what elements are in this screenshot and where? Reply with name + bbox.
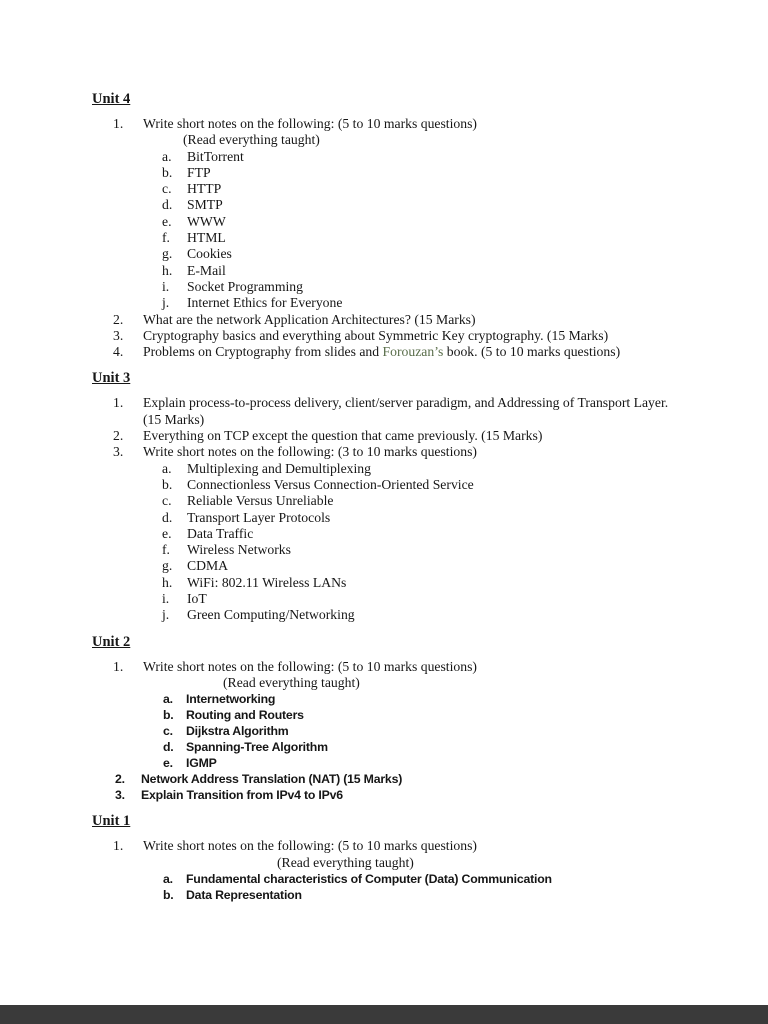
item-marker: i. [162, 591, 170, 607]
sub-list-item [92, 493, 712, 509]
unit-title: Unit 1 [92, 813, 131, 830]
item-text: Explain Transition from IPv4 to IPv6 [141, 788, 343, 803]
item-marker: c. [162, 493, 172, 509]
read-note: (Read everything taught) [277, 854, 414, 870]
sub-list-item [92, 279, 712, 295]
item-marker: b. [162, 164, 173, 180]
item-text: Write short notes on the following: (5 to 10 marks questions) [143, 658, 477, 674]
item-text: Explain process-to-process delivery, client/server paradigm, and Addressing of Transport Layer. (15 Marks) [143, 395, 669, 427]
item-text: Dijkstra Algorithm [186, 724, 289, 739]
sub-list-item [92, 165, 712, 181]
sub-list-item [92, 707, 712, 723]
item-marker: a. [163, 692, 173, 707]
sub-list-item [92, 691, 712, 707]
item-marker: a. [163, 871, 173, 886]
item-marker: d. [162, 509, 173, 525]
sub-list-item [92, 542, 712, 558]
item-marker: 2. [113, 311, 124, 327]
item-marker: g. [162, 246, 173, 262]
sub-list-item [92, 723, 712, 739]
sub-list-item [92, 181, 712, 197]
item-marker: f. [162, 542, 170, 558]
sub-list-item [92, 263, 712, 279]
list-item [92, 312, 712, 328]
item-text: IGMP [186, 756, 217, 771]
list-item [92, 328, 712, 344]
item-marker: f. [162, 230, 170, 246]
item-text: Cookies [187, 246, 232, 262]
item-marker: j. [162, 607, 170, 623]
item-text: Write short notes on the following: (3 to 10 marks questions) [143, 444, 477, 460]
item-marker: a. [162, 460, 172, 476]
sub-list-item [92, 214, 712, 230]
item-text: E-Mail [187, 262, 226, 278]
item-marker: 1. [113, 838, 124, 854]
list-item [92, 838, 712, 854]
sub-list-item [92, 558, 712, 574]
item-text: Connectionless Versus Connection-Oriented Service [187, 476, 474, 492]
item-marker: 1. [113, 395, 124, 411]
unit-section-1 [92, 812, 712, 903]
list-item [92, 787, 712, 803]
sub-list-item [92, 230, 712, 246]
item-text: Data Traffic [187, 525, 254, 541]
unit-title: Unit 2 [92, 633, 131, 650]
item-marker: j. [162, 295, 170, 311]
item-marker: 1. [113, 658, 124, 674]
list-item [92, 659, 712, 675]
item-marker: 3. [115, 788, 125, 803]
item-marker: a. [162, 148, 172, 164]
item-text: BitTorrent [187, 148, 244, 164]
item-text: Data Representation [186, 887, 302, 902]
item-text: Network Address Translation (NAT) (15 Marks) [141, 772, 403, 787]
sub-list-item [92, 526, 712, 542]
unit-section-2 [92, 633, 712, 804]
sub-list-item [92, 246, 712, 262]
item-marker: 1. [113, 116, 124, 131]
item-marker: d. [163, 740, 174, 755]
item-marker: b. [162, 476, 173, 492]
list-item [92, 116, 712, 132]
sub-list-item [92, 607, 712, 623]
unit-section-4 [92, 90, 712, 360]
item-marker: g. [162, 558, 173, 574]
sub-list-item [92, 510, 712, 526]
item-text: FTP [187, 164, 211, 180]
item-text: What are the network Application Architectures? (15 Marks) [143, 311, 476, 327]
item-text: HTML [187, 230, 226, 246]
item-text: Socket Programming [187, 278, 303, 294]
item-marker: 3. [113, 444, 124, 460]
unit-section-3 [92, 369, 712, 623]
item-text: SMTP [187, 197, 223, 213]
item-text: Wireless Networks [187, 542, 291, 558]
list-item [92, 344, 712, 360]
sub-list-item [92, 477, 712, 493]
item-text: Reliable Versus Unreliable [187, 493, 334, 509]
item-marker: 3. [113, 327, 124, 343]
sub-list-item [92, 871, 712, 887]
item-text: Spanning-Tree Algorithm [186, 740, 328, 755]
sub-list-item [92, 461, 712, 477]
item-text: Write short notes on the following: (5 to 10 marks questions) [143, 838, 477, 854]
sub-list-item [92, 755, 712, 771]
item-text: Internetworking [186, 692, 276, 707]
item-text: Everything on TCP except the question that came previously. (15 Marks) [143, 428, 543, 444]
sub-list-item [92, 591, 712, 607]
list-item [92, 395, 712, 428]
sub-list-item [92, 739, 712, 755]
item-marker: h. [162, 262, 173, 278]
item-marker: e. [162, 525, 172, 541]
emphasis-text: Forouzan’s [382, 344, 444, 360]
item-marker: c. [163, 724, 173, 739]
item-marker: 4. [113, 344, 124, 360]
item-text: CDMA [187, 558, 229, 574]
list-item [92, 771, 712, 787]
read-note: (Read everything taught) [183, 132, 320, 148]
item-marker: h. [162, 574, 173, 590]
item-text: Green Computing/Networking [187, 607, 355, 623]
item-text: WiFi: 802.11 Wireless LANs [187, 574, 347, 590]
item-text-before: Problems on Cryptography from slides and [143, 344, 383, 360]
item-marker: e. [163, 756, 173, 771]
viewer-bottom-bar [0, 1005, 768, 1024]
item-text: Multiplexing and Demultiplexing [187, 460, 371, 476]
item-text: HTTP [187, 181, 222, 197]
unit-title: Unit 3 [92, 370, 131, 387]
item-text: Routing and Routers [186, 708, 304, 723]
sub-list-item [92, 575, 712, 591]
item-marker: i. [162, 278, 170, 294]
item-marker: 2. [113, 428, 124, 444]
item-text: IoT [187, 591, 207, 607]
item-text: Internet Ethics for Everyone [187, 295, 343, 311]
item-marker: b. [163, 708, 174, 723]
item-text: WWW [187, 213, 226, 229]
item-text: Fundamental characteristics of Computer (Data) Communication [186, 871, 552, 886]
item-text: Cryptography basics and everything about Symmetric Key cryptography. (15 Marks) [143, 327, 609, 343]
item-marker: d. [162, 197, 173, 213]
sub-list-item [92, 149, 712, 165]
list-item [92, 428, 712, 444]
list-item [92, 444, 712, 460]
read-note: (Read everything taught) [223, 674, 360, 690]
item-text: Write short notes on the following: (5 to 10 marks questions) [143, 116, 477, 131]
sub-list-item [92, 887, 712, 903]
item-text [143, 344, 620, 360]
item-text: Transport Layer Protocols [187, 509, 331, 525]
item-text-after: book. (5 to 10 marks questions) [443, 344, 621, 360]
item-marker: c. [162, 181, 172, 197]
item-marker: 2. [115, 772, 125, 787]
unit-title: Unit 4 [92, 91, 131, 107]
sub-list-item [92, 197, 712, 213]
item-marker: e. [162, 213, 172, 229]
sub-list-item [92, 295, 712, 311]
item-marker: b. [163, 887, 174, 902]
